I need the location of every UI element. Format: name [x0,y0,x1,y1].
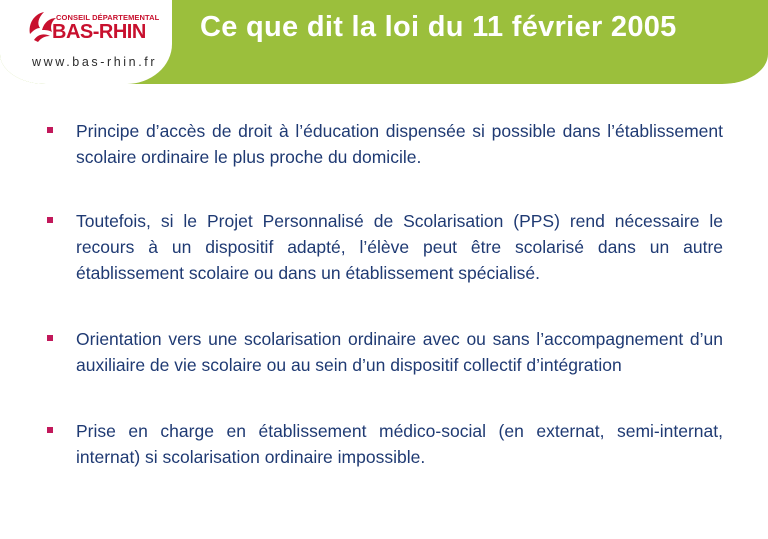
bullet-square-icon [47,335,53,341]
list-item-text: Principe d’accès de droit à l’éducation dispensée si possible dans l’établissement scolaire ordinaire le plus proche du domicile. [76,121,723,167]
bullet-square-icon [47,217,53,223]
list-item-text: Toutefois, si le Projet Personnalisé de Scolarisation (PPS) rend nécessaire le recours à un dispositif adapté, l’élève peut être scolarisé dans un autre établissement scolaire ou dans un établissement spécialisé. [76,211,723,283]
bullet-square-icon [47,127,53,133]
bullet-square-icon [47,427,53,433]
list-item [47,118,723,170]
logo-subtitle: CONSEIL DÉPARTEMENTAL [56,13,160,22]
logo-url[interactable]: www.bas-rhin.fr [32,55,158,69]
list-item-text: Prise en charge en établissement médico-social (en externat, semi-internat, internat) si scolarisation ordinaire impossible. [76,421,723,467]
logo-name: BAS-RHIN [52,21,146,43]
list-item [47,208,723,286]
list-item [47,418,723,470]
list-item-text: Orientation vers une scolarisation ordinaire avec ou sans l’accompagnement d’un auxiliaire de vie scolaire ou au sein d’un dispositif collectif d’intégration [76,329,723,375]
bullet-list [47,118,723,470]
logo[interactable] [0,0,172,84]
list-item [47,326,723,378]
slide-title: Ce que dit la loi du 11 février 2005 [200,11,677,43]
header-banner [0,0,768,84]
